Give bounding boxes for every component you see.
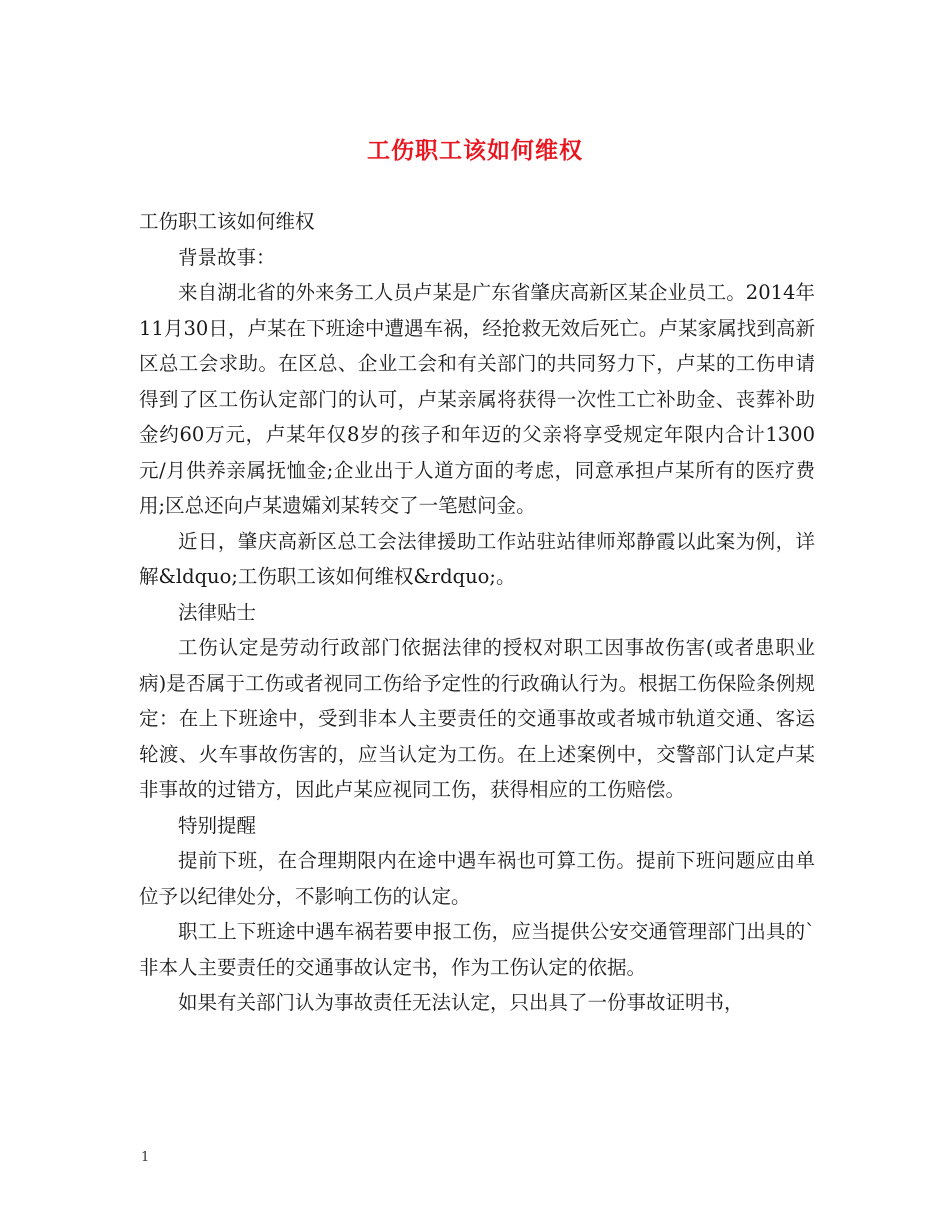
document-title: 工伤职工该如何维权 — [367, 137, 583, 164]
paragraph-special-reminder-label: 特别提醒 — [178, 813, 257, 837]
document-body — [139, 204, 815, 1021]
paragraph-background-story: 来自湖北省的外来务工人员卢某是广东省肇庆高新区某企业员工。2014年11月30日，卢某在下班途中遭遇车祸，经抢救无效后死亡。卢某家属找到高新区总工会求助。在区总、企业工会和有关部门的共同努力下，卢某的工伤申请得到了区工伤认定部门的认可，卢某亲属将获得一次性工亡补助金、丧葬补助金约60万元，卢某年仅8岁的孩子和年迈的父亲将享受规定年限内合计1300元/月供养亲属抚恤金;企业出于人道方面的考虑，同意承担卢某所有的医疗费用;区总还向卢某遗孀刘某转交了一笔慰问金。 — [139, 281, 815, 517]
paragraph-background-label: 背景故事： — [178, 245, 276, 269]
paragraph-heading: 工伤职工该如何维权 — [139, 210, 315, 233]
paragraph-legal-tips-label: 法律贴士 — [178, 600, 257, 624]
paragraph-legal-tips: 工伤认定是劳动行政部门依据法律的授权对职工因事故伤害(或者患职业病)是否属于工伤或者视同工伤给予定性的行政确认行为。根据工伤保险条例规定：在上下班途中，受到非本人主要责任的交通事故或者城市轨道交通、客运轮渡、火车事故伤害的，应当认定为工伤。在上述案例中，交警部门认定卢某非事故的过错方，因此卢某应视同工伤，获得相应的工伤赔偿。 — [139, 636, 815, 801]
paragraph-lawyer-intro: 近日，肇庆高新区总工会法律援助工作站驻站律师郑静霞以此案为例，详解&ldquo;工伤职工该如何维权&rdquo;。 — [139, 529, 815, 588]
page-number: 1 — [141, 1150, 150, 1165]
paragraph-early-leave: 提前下班，在合理期限内在途中遇车祸也可算工伤。提前下班问题应由单位予以纪律处分，不影响工伤的认定。 — [139, 849, 815, 908]
paragraph-no-liability: 如果有关部门认为事故责任无法认定，只出具了一份事故证明书， — [178, 991, 744, 1014]
paragraph-accident-certificate: 职工上下班途中遇车祸若要申报工伤，应当提供公安交通管理部门出具的`非本人主要责任的交通事故认定书，作为工伤认定的依据。 — [139, 920, 815, 979]
